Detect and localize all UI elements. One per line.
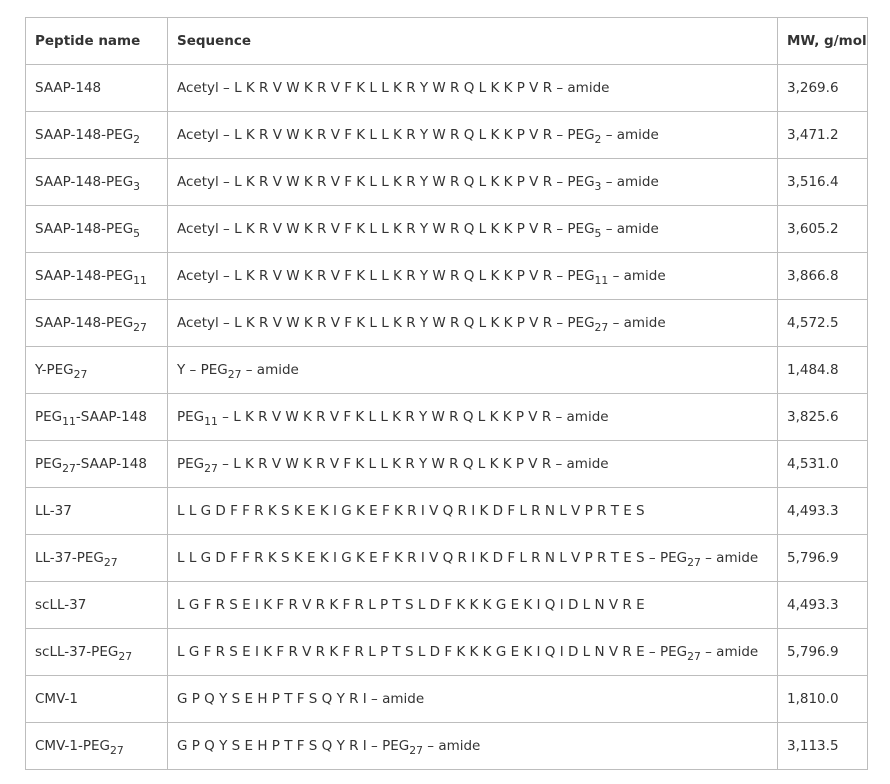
- peptide-name-cell: [26, 112, 168, 159]
- cell-text: 1,484.8: [787, 362, 839, 378]
- table-row: [26, 629, 868, 676]
- subscript-text: 11: [133, 273, 147, 287]
- cell-text: L L G D F F R K S K E K I G K E F K R I V Q R I K D F L R N L V P R T E S: [177, 503, 645, 519]
- subscript-text: 27: [133, 320, 147, 334]
- peptide-name-cell: [26, 441, 168, 488]
- peptide-name-cell: [26, 65, 168, 112]
- subscript-text: 27: [204, 461, 218, 475]
- mw-cell: [778, 441, 868, 488]
- cell-text: – amide: [601, 127, 659, 143]
- cell-text: – amide: [700, 644, 759, 660]
- table-row: [26, 65, 868, 112]
- cell-text: 1,810.0: [787, 691, 839, 707]
- subscript-text: 27: [118, 649, 133, 663]
- cell-text: PEG: [177, 456, 205, 472]
- cell-text: LL-37: [35, 503, 72, 519]
- cell-text: – amide: [422, 738, 481, 754]
- table-row: [26, 394, 868, 441]
- header-peptide-name: Peptide name: [26, 18, 168, 65]
- subscript-text: 27: [103, 555, 118, 569]
- cell-text: – amide: [601, 174, 659, 190]
- cell-text: PEG: [35, 409, 63, 425]
- cell-text: – amide: [608, 315, 666, 331]
- sequence-cell: [168, 112, 778, 159]
- subscript-text: 5: [594, 226, 602, 240]
- cell-text: G P Q Y S E H P T F S Q Y R I – PEG: [177, 738, 410, 754]
- subscript-text: 27: [687, 555, 701, 569]
- table-body: [26, 65, 868, 770]
- cell-text: 4,572.5: [787, 315, 839, 331]
- mw-cell: [778, 394, 868, 441]
- table-row: [26, 582, 868, 629]
- mw-cell: [778, 112, 868, 159]
- subscript-text: 11: [62, 414, 76, 428]
- subscript-text: 11: [594, 273, 609, 287]
- mw-cell: [778, 253, 868, 300]
- cell-text: 4,493.3: [787, 503, 839, 519]
- cell-text: Acetyl – L K R V W K R V F K L L K R Y W R Q L K K P V R – PEG: [177, 221, 595, 237]
- peptide-name-cell: [26, 629, 168, 676]
- mw-cell: [778, 723, 868, 770]
- cell-text: 5,796.9: [787, 644, 839, 660]
- table-row: [26, 676, 868, 723]
- mw-cell: [778, 65, 868, 112]
- sequence-cell: [168, 629, 778, 676]
- mw-cell: [778, 488, 868, 535]
- cell-text: Acetyl – L K R V W K R V F K L L K R Y W R Q L K K P V R – PEG: [177, 315, 595, 331]
- cell-text: – amide: [700, 550, 759, 566]
- cell-text: – amide: [241, 362, 299, 378]
- cell-text: PEG: [177, 409, 205, 425]
- cell-text: SAAP-148-PEG: [35, 221, 134, 237]
- subscript-text: 27: [409, 743, 423, 757]
- cell-text: scLL-37-PEG: [35, 644, 119, 660]
- peptide-name-cell: [26, 582, 168, 629]
- cell-text: LL-37-PEG: [35, 550, 104, 566]
- cell-text: – L K R V W K R V F K L L K R Y W R Q L K K P V R – amide: [217, 409, 609, 425]
- peptide-name-cell: [26, 300, 168, 347]
- cell-text: – amide: [601, 221, 659, 237]
- cell-text: 3,269.6: [787, 80, 839, 96]
- cell-text: SAAP-148-PEG: [35, 127, 134, 143]
- peptide-name-cell: [26, 488, 168, 535]
- table-row: [26, 112, 868, 159]
- cell-text: L L G D F F R K S K E K I G K E F K R I V Q R I K D F L R N L V P R T E S – PEG: [177, 550, 688, 566]
- peptide-name-cell: [26, 723, 168, 770]
- cell-text: SAAP-148-PEG: [35, 174, 134, 190]
- subscript-text: 27: [687, 649, 701, 663]
- subscript-text: 2: [133, 132, 141, 146]
- subscript-text: 3: [133, 179, 141, 193]
- sequence-cell: [168, 535, 778, 582]
- table-row: [26, 441, 868, 488]
- peptide-name-cell: [26, 394, 168, 441]
- peptide-table: [25, 17, 868, 770]
- cell-text: Acetyl – L K R V W K R V F K L L K R Y W R Q L K K P V R – PEG: [177, 174, 595, 190]
- cell-text: SAAP-148-PEG: [35, 268, 134, 284]
- cell-text: – amide: [608, 268, 666, 284]
- sequence-cell: [168, 65, 778, 112]
- sequence-cell: [168, 159, 778, 206]
- mw-cell: [778, 582, 868, 629]
- cell-text: L G F R S E I K F R V R K F R L P T S L D F K K K G E K I Q I D L N V R E: [177, 597, 645, 613]
- mw-cell: [778, 206, 868, 253]
- mw-cell: [778, 676, 868, 723]
- table-row: [26, 723, 868, 770]
- table-row: [26, 347, 868, 394]
- table-row: [26, 253, 868, 300]
- subscript-text: 3: [594, 179, 602, 193]
- cell-text: -SAAP-148: [75, 456, 147, 472]
- cell-text: scLL-37: [35, 597, 87, 613]
- cell-text: 3,825.6: [787, 409, 839, 425]
- cell-text: Acetyl – L K R V W K R V F K L L K R Y W R Q L K K P V R – PEG: [177, 127, 595, 143]
- subscript-text: 27: [62, 461, 76, 475]
- table-row: [26, 206, 868, 253]
- cell-text: CMV-1: [35, 691, 78, 707]
- sequence-cell: [168, 300, 778, 347]
- cell-text: 3,516.4: [787, 174, 839, 190]
- peptide-name-cell: [26, 676, 168, 723]
- sequence-cell: [168, 394, 778, 441]
- mw-cell: [778, 629, 868, 676]
- peptide-name-cell: [26, 159, 168, 206]
- header-mw: MW, g/mol: [778, 18, 868, 65]
- cell-text: -SAAP-148: [75, 409, 147, 425]
- table-row: [26, 159, 868, 206]
- header-sequence: Sequence: [168, 18, 778, 65]
- cell-text: 3,605.2: [787, 221, 839, 237]
- cell-text: 4,531.0: [787, 456, 839, 472]
- mw-cell: [778, 347, 868, 394]
- table-header-row: [26, 18, 868, 65]
- sequence-cell: [168, 723, 778, 770]
- subscript-text: 27: [227, 367, 242, 381]
- cell-text: Y – PEG: [177, 362, 228, 378]
- cell-text: L G F R S E I K F R V R K F R L P T S L D F K K K G E K I Q I D L N V R E – PEG: [177, 644, 688, 660]
- cell-text: 3,113.5: [787, 738, 839, 754]
- cell-text: SAAP-148-PEG: [35, 315, 134, 331]
- sequence-cell: [168, 206, 778, 253]
- cell-text: Acetyl – L K R V W K R V F K L L K R Y W R Q L K K P V R – amide: [177, 80, 610, 96]
- sequence-cell: [168, 488, 778, 535]
- subscript-text: 5: [133, 226, 141, 240]
- mw-cell: [778, 300, 868, 347]
- cell-text: PEG: [35, 456, 63, 472]
- sequence-cell: [168, 347, 778, 394]
- table-row: [26, 300, 868, 347]
- sequence-cell: [168, 253, 778, 300]
- cell-text: 3,471.2: [787, 127, 839, 143]
- sequence-cell: [168, 676, 778, 723]
- peptide-name-cell: [26, 206, 168, 253]
- peptide-name-cell: [26, 347, 168, 394]
- cell-text: Acetyl – L K R V W K R V F K L L K R Y W R Q L K K P V R – PEG: [177, 268, 595, 284]
- table-row: [26, 488, 868, 535]
- sequence-cell: [168, 441, 778, 488]
- subscript-text: 27: [109, 743, 124, 757]
- cell-text: CMV-1-PEG: [35, 738, 110, 754]
- cell-text: Y-PEG: [35, 362, 74, 378]
- sequence-cell: [168, 582, 778, 629]
- peptide-name-cell: [26, 253, 168, 300]
- subscript-text: 27: [73, 367, 88, 381]
- cell-text: – L K R V W K R V F K L L K R Y W R Q L K K P V R – amide: [217, 456, 609, 472]
- mw-cell: [778, 535, 868, 582]
- peptide-name-cell: [26, 535, 168, 582]
- subscript-text: 27: [594, 320, 609, 334]
- cell-text: G P Q Y S E H P T F S Q Y R I – amide: [177, 691, 425, 707]
- subscript-text: 11: [204, 414, 218, 428]
- mw-cell: [778, 159, 868, 206]
- cell-text: 5,796.9: [787, 550, 839, 566]
- table-row: [26, 535, 868, 582]
- cell-text: 4,493.3: [787, 597, 839, 613]
- cell-text: 3,866.8: [787, 268, 839, 284]
- subscript-text: 2: [594, 132, 602, 146]
- cell-text: SAAP-148: [35, 80, 102, 96]
